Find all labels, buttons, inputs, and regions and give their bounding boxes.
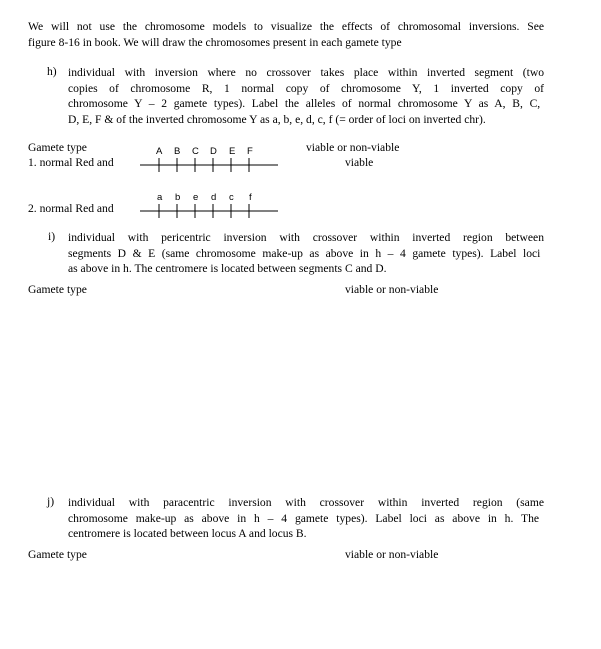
- h-row2-label: 2. normal Red and: [28, 202, 114, 215]
- section-h-line: chromosome Y – 2 gamete types). Label the alleles of normal chromosome Y as A, B, C,: [68, 97, 541, 110]
- locus-label-d: d: [211, 192, 217, 203]
- section-i-line: individual with pericentric inversion with crossover within inverted region between: [68, 231, 544, 244]
- section-j-line: centromere is located between locus A and locus B.: [68, 527, 307, 540]
- locus-label-b: b: [175, 192, 181, 203]
- locus-label-e: e: [193, 192, 199, 203]
- section-h-line: D, E, F & of the inverted chromosome Y as a, b, e, d, c, f (= order of loci on inverted chr).: [68, 112, 486, 126]
- section-i-label: i): [48, 230, 56, 243]
- section-h-line: copies of chromosome R, 1 normal copy of chromosome Y, 1 inverted copy of: [68, 81, 544, 95]
- section-i-line: segments D & E (same chromosome make-up as above in h – 4 gamete types). Label loci: [68, 246, 541, 260]
- i-viable-header: viable or non-viable: [345, 283, 439, 296]
- section-j-line: chromosome make-up as above in h – 4 gamete types). Label loci as above in h. The: [68, 511, 540, 525]
- j-viable-header: viable or non-viable: [345, 548, 439, 561]
- locus-label-f: f: [249, 192, 252, 203]
- locus-label-c: c: [229, 192, 234, 203]
- locus-label-a: a: [157, 192, 163, 203]
- section-j-line: individual with paracentric inversion with crossover within inverted region (same: [68, 496, 544, 509]
- i-gamete-type-header: Gamete type: [28, 283, 87, 296]
- locus-label-C: C: [192, 146, 199, 157]
- intro-line: figure 8-16 in book. We will draw the chromosomes present in each gamete type: [28, 35, 402, 49]
- intro-paragraph: [28, 19, 544, 50]
- locus-label-F: F: [247, 146, 253, 157]
- h-viable-header: viable or non-viable: [306, 141, 400, 154]
- j-gamete-type-header: Gamete type: [28, 548, 87, 561]
- section-j-label: j): [47, 495, 55, 508]
- section-i-paragraph: [68, 230, 544, 277]
- section-j-paragraph: [68, 495, 544, 542]
- section-h-label: h): [47, 65, 57, 78]
- h-row1-label: 1. normal Red and: [28, 156, 114, 169]
- locus-label-D: D: [210, 146, 217, 157]
- section-h-paragraph: [68, 65, 544, 127]
- locus-label-A: A: [156, 146, 163, 157]
- section-h-line: individual with inversion where no crossover takes place within inverted segment (two: [68, 66, 544, 79]
- section-i-line: as above in h. The centromere is located between segments C and D.: [68, 262, 387, 275]
- intro-line: We will not use the chromosome models to visualize the effects of chromosomal inversions. See: [28, 20, 544, 33]
- h-gamete-type-header: Gamete type: [28, 141, 87, 154]
- h-row1-status: viable: [345, 156, 374, 169]
- locus-label-E: E: [229, 146, 236, 157]
- locus-label-B: B: [174, 146, 181, 157]
